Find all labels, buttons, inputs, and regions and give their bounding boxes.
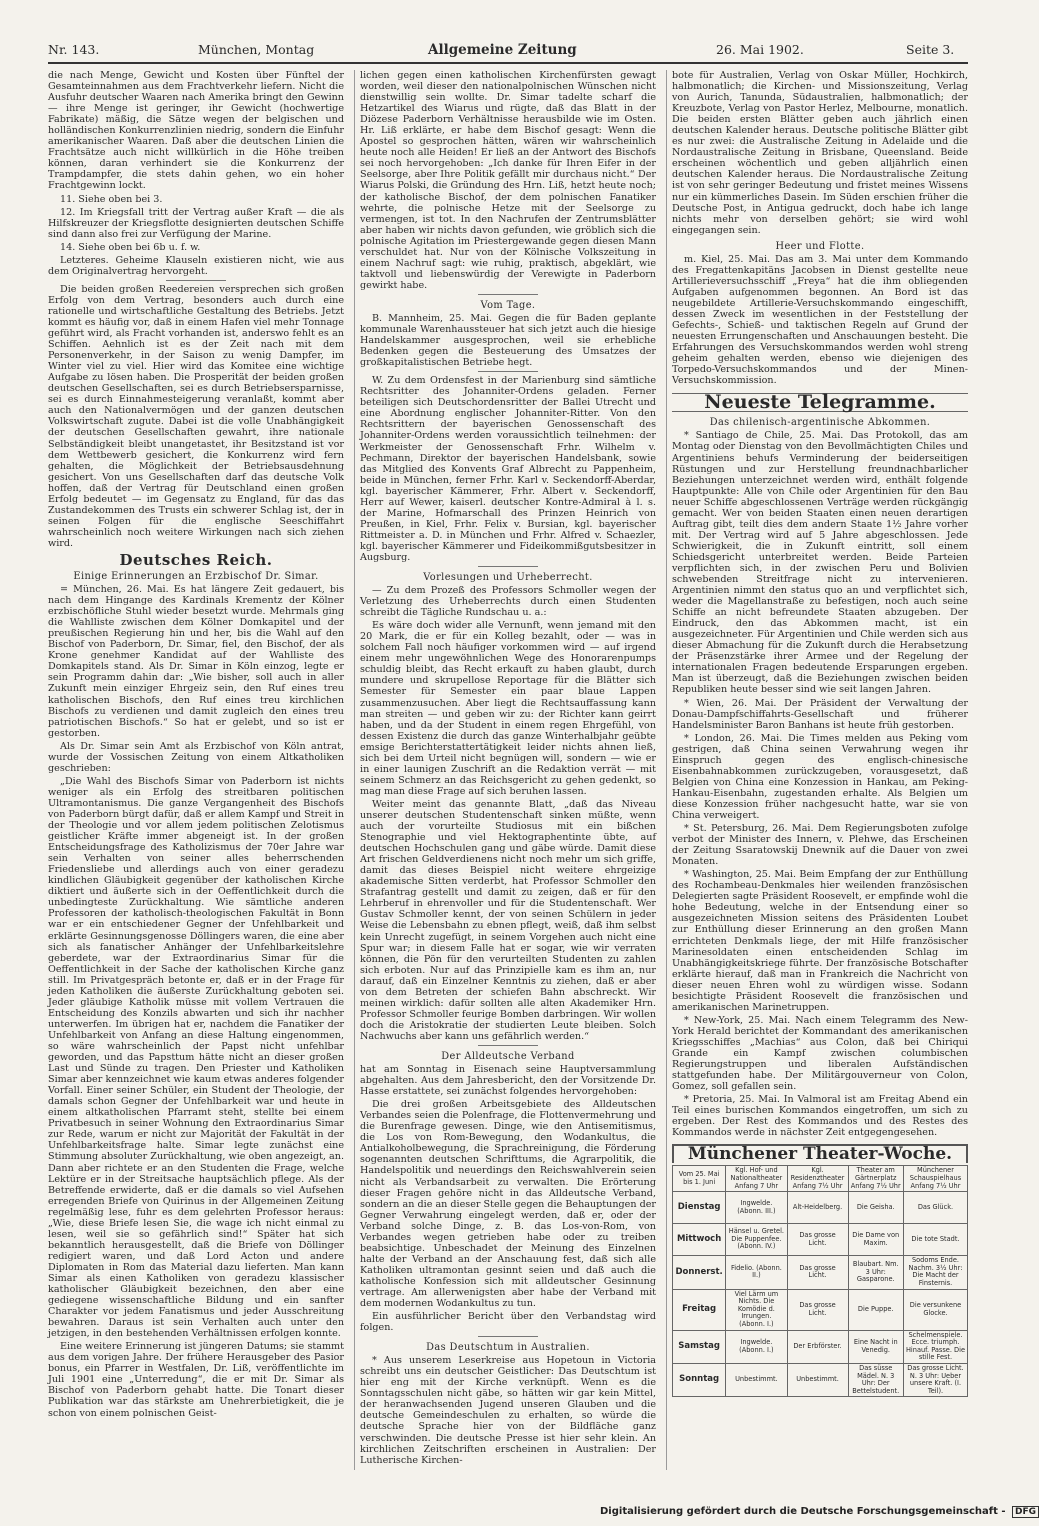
article-paragraph: * Wien, 26. Mai. Der Präsident der Verwaltung der Donau-Dampfschiffahrts-Gesellschaft und früherer Handelsminister Baron Banhans ist heute früh gestorben. — [672, 697, 968, 731]
article-paragraph: * London, 26. Mai. Die Times melden aus Peking vom gestrigen, daß China seinen Verwahrung wegen ihr Einspruch gegen des englisch-chinesische Eisenbahnabkommen zurückzugeben, vorausgesetzt, daß Belgien von China eine Konzession in Hankau, am Peking-Hankau-Eisenbahn, zugestanden erhalte. Als Belgien um diese Konzession früher nachgesucht hatte, war sie von China verweigert. — [672, 732, 968, 821]
dfg-logo: DFG — [1012, 1506, 1039, 1518]
column-3 — [672, 70, 968, 1470]
table-cell-day: Samstag — [673, 1330, 726, 1363]
column-2 — [360, 70, 656, 1470]
digitization-footer — [600, 1506, 1039, 1518]
place-day: München, Montag — [198, 42, 315, 57]
table-cell: Die tote Stadt. — [903, 1224, 967, 1256]
article-paragraph: * Pretoria, 25. Mai. In Valmoral ist am Freitag Abend ein Teil eines burischen Kommandos eingetroffen, um sich zu ergeben. Der Rest des Kommandos und des Restes des Kommandos werde in nächster Zeit entgegengesehen. — [672, 1094, 968, 1139]
column-rule — [354, 70, 355, 1470]
article-paragraph: * Washington, 25. Mai. Beim Empfang der zur Enthüllung des Rochambeau-Denkmales hier weilenden französischen Delegierten sagte Präsident Roosevelt, er empfinde wohl die hohe Bedeutung, welche in der Entsendung einer so ausgezeichneten Mission seitens des Präsidenten Loubet zur Enthüllung dieser Erinnerung an den großen Mann errichteten Denkmals liege, der mit Hilfe französischer Marinesoldaten einen entscheidenden Schlag im Unabhängigkeitskriege führte. Der französische Botschafter erklärte hierauf, daß man in Frankreich die Nachricht von dieser neuen Ehren wohl zu würdigen wisse. Sodann besichtigte Präsident Roosevelt die französischen und amerikanischen Marinetruppen. — [672, 869, 968, 1013]
footer-text: Digitalisierung gefördert durch die Deutsche Forschungsgemeinschaft - — [600, 1506, 1006, 1517]
table-row — [673, 1256, 968, 1289]
divider — [478, 371, 538, 372]
table-row — [673, 1224, 968, 1256]
column-rule — [666, 70, 667, 1470]
table-cell: Unbestimmt. — [726, 1363, 787, 1396]
theater-week-title: Münchener Theater-Woche. — [672, 1144, 968, 1163]
paper-title: Allgemeine Zeitung — [428, 42, 577, 58]
table-cell: Viel Lärm um Nichts. Die Komödie d. Irrungen. (Abonn. I.) — [726, 1289, 787, 1330]
table-cell: Das grosse Licht. N. 3 Uhr: Ueber unsere Kraft. (I. Teil). — [903, 1363, 967, 1396]
table-cell: Die Dame von Maxim. — [848, 1224, 903, 1256]
table-cell: Die versunkene Glocke. — [903, 1289, 967, 1330]
section-heading: Deutsches Reich. — [119, 550, 273, 569]
article-paragraph: m. Kiel, 25. Mai. Das am 3. Mai unter dem Kommando des Fregattenkapitäns Jacobsen in Dienst gestellte neue Artillerieversuchsschiff „Freya“ hat die ihm obliegenden Aufgaben aufgenommen begonnen. An Bord ist das neugebildete Artillerie-Versuchskommando eingeschifft, dessen Zweck im wesentlichen in der Feststellung der Gefechts-, Schieß- und taktischen Regeln auf Grund der neuesten Errungenschaften und Anschauungen besteht. Die Erfahrungen des Versuchskommandos werden wohl streng geheim gehalten werden, ebenso wie diejenigen des Torpedo-Versuchskommandos und der Minen-Versuchskommission. — [672, 253, 968, 387]
table-cell-day: Donnerst. — [673, 1256, 726, 1289]
table-cell: Hänsel u. Gretel. Die Puppenfee. (Abonn. IV.) — [726, 1224, 787, 1256]
page-number: Seite 3. — [906, 42, 955, 57]
table-cell: Fidelio. (Abonn. II.) — [726, 1256, 787, 1289]
article-paragraph: * Aus unserem Leserkreise aus Hopetoun in Victoria schreibt uns ein deutscher Geistlicher: Das Deutschtum ist hier eng mit der Kirche verknüpft. Wenn es die Sonntagsschulen nicht gäbe, so hätten wir gar kein Mittel, der heranwachsenden Jugend unseren Glauben und die deutsche Gemeindeschulen zu erhalten, so würde die deutsche Sprache hier von der Bildfläche ganz verschwinden. Die deutsche Presse ist hier sehr klein. An kirchlichen Zeitschriften erscheinen in Australien: Der Lutherische Kirchen- — [360, 1355, 656, 1466]
table-cell: Schelmenspiele. Ecce. triumph. Hinauf. Passe. Die stille Fest. — [903, 1330, 967, 1363]
article-paragraph: W. Zu dem Ordensfest in der Marienburg sind sämtliche Rechtsritter des Johanniter-Ordens geladen. Ferner beteiligen sich Deutschordensritter der Ballei Utrecht und eine Abordnung englischer Johanniter-Ritter. Von den Rechtsrittern der bayerischen Genossenschaft des Johanniter-Ordens werden voraussichtlich teilnehmen: der Werkmeister der Genossenschaft Frhr. Wilhelm v. Pechmann, Direktor der bayerischen Handelsbank, sowie das Mitglied des Konvents Graf Albrecht zu Pappenheim, beide in München, ferner Frhr. Karl v. Seckendorff-Aberdar, kgl. bayerischer Kämmerer, Frhr. Albert v. Seckendorff, Herr auf Wewer, kaiserl. deutscher Kontre-Admiral à l. s. der Marine, Hofmarschall des Prinzen Heinrich von Preußen, in Kiel, Frhr. Felix v. Bursian, kgl. bayerischer Rittmeister a. D. in München und Frhr. Alfred v. Schaezler, kgl. bayerischer Kämmerer und Fideikommißgutsbesitzer in Augsburg. — [360, 375, 656, 563]
article-paragraph: die nach Menge, Gewicht und Kosten über Fünftel der Gesamteinnahmen aus dem Frachtverkehr liefern. Nicht die Ausfuhr deutscher Waaren nach Amerika bringt den Gewinn — ihre Menge ist geringer, ihr Gewicht (hochwertige Fabrikate) mäßig, die Sätze wegen der belgischen und holländischen Konkurrenzlinien niedrig, sondern die Einfuhr amerikanischer Waaren. Daß aber die deutschen Linien die Frachtsätze auch nicht willkürlich in die Höhe treiben können, daran verhindert sie die Konkurrenz der Trampdampfer, die stets dahin gehen, wo ein hoher Frachtgewinn lockt. — [48, 70, 344, 192]
table-cell-day: Mittwoch — [673, 1224, 726, 1256]
table-cell: Das grosse Licht. — [787, 1256, 848, 1289]
table-cell: Das Glück. — [903, 1192, 967, 1224]
table-cell: Eine Nacht in Venedig. — [848, 1330, 903, 1363]
article-paragraph: * St. Petersburg, 26. Mai. Dem Regierungsboten zufolge verbot der Minister des Innern, v. Plehwe, das Erscheinen der Zeitung Ssaratowskij Dnewnik auf die Dauer von zwei Monaten. — [672, 823, 968, 868]
article-paragraph: * Santiago de Chile, 25. Mai. Das Protokoll, das am Montag oder Dienstag von den Bevollmächtigten Chiles und Argentiniens behufs Verminderung der beiderseitigen Rüstungen und zur Herstellung freundnachbarlicher Beziehungen unterzeichnet werden wird, enthält folgende Hauptpunkte: Alle von Chile oder Argentinien für den Bau neuer Schiffe abgeschlossenen Verträge werden rückgängig gemacht. Wer von beiden Staaten einen neuen derartigen Auftrag gibt, teilt dies dem andern Staate 1½ Jahre vorher mit. Der Vertrag wird auf 5 Jahre abgeschlossen. Jede Schwierigkeit, die in Zukunft eintritt, soll einem Schiedsgericht unterbreitet werden. Beide Parteien verpflichten sich, in der zwischen Peru und Bolivien schwebenden Streitfrage nicht zu intervenieren. Argentinien nimmt den status quo an und verpflichtet sich, weder die Magellanstraße zu befestigen, noch auch seine Schiffe an nicht befreundete Staaten abzugeben. Der Eindruck, den das Abkommen macht, ist ein ausgezeichneter. Für Argentinien und Chile werden sich aus dieser Abmachung für die Zukunft durch die Herabsetzung der Präsenzstärke ihrer Armee und der Regelung der internationalen Fragen bedeutende Ersparungen ergeben. Man ist überzeugt, daß die Beziehungen zwischen beiden Republiken heute besser sind wie seit langen Jahren. — [672, 430, 968, 696]
table-header-row — [673, 1166, 968, 1192]
article-paragraph: — Zu dem Prozeß des Professors Schmoller wegen der Verletzung des Urheberrechts durch einen Studenten schreibt die Tägliche Rundschau u. a.: — [360, 585, 656, 619]
article-paragraph: Als Dr. Simar sein Amt als Erzbischof von Köln antrat, wurde der Vossischen Zeitung von einem Altkatholiken geschrieben: — [48, 740, 344, 774]
article-paragraph: Die drei großen Arbeitsgebiete des Alldeutschen Verbandes seien die Polenfrage, die Flottenvermehrung und die Burenfrage gewesen. Dinge, wie den Antisemitismus, die Los von Rom-Bewegung, den Wodankultus, die Antialkoholbewegung, die Sprachreinigung, die Förderung sogenannten deutschen Schrifttums, die Agrarpolitik, die Handelspolitik und neuerdings den Reichswahlverein seien nicht als Verbandsarbeit zu verwalten. Die Erörterung dieser Fragen gehöre nicht in das Alldeutsche Verband, sondern an die an dieser Stelle gegen die Behauptungen der Gegner Verwahrung eingelegt werden, daß er, oder der Verband solche Dinge, z. B. das Los-von-Rom, von Verbandes wegen getrieben habe oder zu treiben beabsichtige. Unbeschadet der Meinung des Einzelnen halte der Verband an der Anschauung fest, daß sich alle Katholiken ultramontan gesinnt seien und daß auch die katholische Konfession sich mit alldeutscher Gesinnung vertrage. Am allerwenigsten aber habe der Verband mit dem modernen Wodankultus zu tun. — [360, 1099, 656, 1310]
table-cell: Sodoms Ende. Nachm. 3½ Uhr: Die Macht der Finsternis. — [903, 1256, 967, 1289]
table-cell-day: Sonntag — [673, 1363, 726, 1396]
article-heading: Vorlesungen und Urheberrecht. — [423, 572, 593, 584]
article-paragraph: hat am Sonntag in Eisenach seine Hauptversammlung abgehalten. Aus dem Jahresbericht, den der Vorsitzende Dr. Hasse erstattete, sei zunächst folgendes hervorgehoben: — [360, 1064, 656, 1098]
article-heading: Das Deutschtum in Australien. — [426, 1342, 590, 1354]
divider — [478, 566, 538, 567]
article-paragraph: bote für Australien, Verlag von Oskar Müller, Hochkirch, halbmonatlich; die Kirchen- und Missionszeitung, Verlag von Aurich, Tanunda, Südaustralien, halbmonatlich; der Kreuzbote, Verlag von Pastor Herlez, Melbourne, monatlich. Die beiden ersten Blätter geben auch jährlich einen deutschen Kalender heraus. Deutsche politische Blätter gibt es nur zwei: die Australische Zeitung in Adelaide und die Nordaustralische Zeitung in Brisbane, Queensland. Beide erscheinen wöchentlich und geben alljährlich einen deutschen Kalender heraus. Die Nordaustralische Zeitung ist von sehr geringer Bedeutung und fristet meines Wissens nur ein kümmerliches Dasein. Im Süden erschien früher die Deutsche Post, in Antigua gedruckt, doch habe ich lange nichts mehr von derselben gehört; sie wird wohl eingegangen sein. — [672, 70, 968, 236]
table-row — [673, 1363, 968, 1396]
table-header: Kgl. Residenztheater Anfang 7½ Uhr — [787, 1166, 848, 1192]
table-cell: Der Erbförster. — [787, 1330, 848, 1363]
newspaper-page — [48, 40, 968, 1500]
divider — [478, 1045, 538, 1046]
article-paragraph: Letzteres. Geheime Klauseln existieren nicht, wie aus dem Originalvertrag hervorgeht. — [48, 254, 344, 277]
table-row — [673, 1192, 968, 1224]
article-paragraph: Die beiden großen Reedereien versprechen sich großen Erfolg von dem Vertrag, besonders auch durch eine rationelle und wirtschaftliche Gestaltung des Betriebs. Jetzt kommt es häufig vor, daß in einem Hafen viel mehr Tonnage geführt wird, als Fracht vorhanden ist, anderswo fehlt es an Schiffen. Aehnlich ist es der Zeit nach mit dem Personenverkehr, in der Saison zu wenig Dampfer, im Winter viel zu viel. Hier wird das Komitee eine wichtige Aufgabe zu lösen haben. Die Prosperität der beiden großen deutschen Gesellschaften, sei es durch Betriebsersparnisse, sei es durch Einnahmesteigerung veranlaßt, kommt aber auch den Nationalvermögen und der ganzen deutschen Volkswirtschaft zugute. Dabei ist die volle Unabhängigkeit der deutschen Gesellschaften gewahrt, ihre nationale Selbständigkeit bleibt unangetastet, ihr Besitzstand ist vor dem Wettbewerb gesichert, die Konkurrenz wird fern gehalten, die Möglichkeit der Betriebsausdehnung gesichert. Von uns Gesellschaften darf das deutsche Volk hoffen, daß der Vertrag für Deutschland einen großen Erfolg bedeutet — im Gegensatz zu England, für das das Zustandekommen des Trusts ein schwerer Schlag ist, der in seinen Folgen für die englische Seeschiffahrt wahrscheinlich noch weitere Wirkungen nach sich ziehen wird. — [48, 283, 344, 549]
table-cell: Das grosse Licht. — [787, 1224, 848, 1256]
table-row — [673, 1330, 968, 1363]
article-paragraph: Es wäre doch wider alle Vernunft, wenn jemand mit den 20 Mark, die er für ein Kolleg bezahlt, oder — was in solchem Fall noch häufiger vorkommen wird — auf irgend einem mehr ungewöhnlichen Wege des Honorarenpumps schuldig bleibt, das Recht erkauft zu haben glaubt, durch mundere und skrupellose Reportage für die Blätter sich Semester für Semester ein paar blaue Lappen zusammenzusuchen. Aber liegt die Rechtsauffassung kann man streiten — und geben wir zu: der Richter kann geirrt haben, und da der Student in einem regen Ehrgefühl, von dessen Existenz die durch das ganze Winterhalbjahr geübte emsige Berichterstattertätigkeit leider nichts ahnen ließ, sich bei dem Urteil nicht begnügen will, sondern — wie er in einer launigen Zuschrift an die Redaktion verrät — mit seinem Schmerz an das Reichsgericht zu gehen gedenkt, so mag man diese Frage auf sich beruhen lassen. — [360, 620, 656, 797]
article-heading: Vom Tage. — [480, 299, 536, 311]
article-paragraph: B. Mannheim, 25. Mai. Gegen die für Baden geplante kommunale Warenhaussteuer hat sich jetzt auch die hiesige Handelskammer ausgesprochen, weil sie erhebliche Bedenken gegen die Besteuerung des Umsatzes der großkapitalistischen Betriebe hegt. — [360, 312, 656, 369]
table-cell: Ingwelde. (Abonn. I.) — [726, 1330, 787, 1363]
divider — [478, 1336, 538, 1337]
article-paragraph: Eine weitere Erinnerung ist jüngeren Datums; sie stammt aus dem vorigen Jahre. Der frühere Herausgeber des Pasior bonus, ein Pfarrer in Westfalen, Dr. Liß, veröffentlichte im Juli 1901 eine „Unterredung“, die er mit Dr. Simar als Bischof von Paderborn gehabt hatte. Die Tonart dieser Publikation war das stärkste am Unehrerbietigkeit, die je schon von einem polnischen Geist- — [48, 1341, 344, 1419]
table-header: Münchener Schauspielhaus Anfang 7½ Uhr — [903, 1166, 967, 1192]
article-paragraph: * New-York, 25. Mai. Nach einem Telegramm des New-York Herald berichtet der Kommandant des amerikanischen Kriegsschiffes „Machias“ aus Colon, daß bei Chiriqui Grande ein Kampf zwischen columbischen Regierungstruppen und liberalen Aufständischen stattgefunden habe. Der Militärgouverneur von Colon, Gomez, soll gefallen sein. — [672, 1014, 968, 1093]
article-paragraph: 14. Siehe oben bei 6b u. f. w. — [60, 241, 201, 253]
article-heading: Das chilenisch-argentinische Abkommen. — [709, 417, 931, 429]
table-header: Vom 25. Mai bis 1. Juni — [673, 1166, 726, 1192]
article-heading: Einige Erinnerungen an Erzbischof Dr. Simar. — [73, 571, 319, 583]
section-heading: Neueste Telegramme. — [672, 393, 968, 412]
table-cell-day: Freitag — [673, 1289, 726, 1330]
table-header: Theater am Gärtnerplatz Anfang 7½ Uhr — [848, 1166, 903, 1192]
article-paragraph: = München, 26. Mai. Es hat längere Zeit gedauert, bis nach dem Hingange des Kardinals Krementz der Kölner erzbischöfliche Stuhl wieder besetzt wurde. Mehrmals ging die Wahlliste zwischen dem Kölner Domkapitel und der preußischen Regierung hin und her, bis die Wahl auf den Bischof von Paderborn, Dr. Simar, fiel, den Bischof, der als Krone genehmer Kandidat auf der Wahlliste des Domkapitels stand. Als Dr. Simar in Köln einzog, legte er sein Programm dahin dar: „Wie bisher, soll auch in aller Zukunft mein einziger Ehrgeiz sein, den Ruf eines treu katholischen Bischofs, den Ruf eines treu kirchlichen Bischofs zu verdienen und damit zugleich den eines treu patriotischen Bischofs.“ So hat er gelebt, und so ist er gestorben. — [48, 584, 344, 739]
table-cell: Unbestimmt. — [787, 1363, 848, 1396]
article-paragraph: 11. Siehe oben bei 3. — [60, 193, 163, 205]
table-cell: Blaubart. Nm. 3 Uhr: Gasparone. — [848, 1256, 903, 1289]
table-header: Kgl. Hof- und Nationaltheater Anfang 7 Uhr — [726, 1166, 787, 1192]
divider — [478, 294, 538, 295]
table-cell: Alt-Heidelberg. — [787, 1192, 848, 1224]
divider — [166, 280, 226, 281]
issue-date: 26. Mai 1902. — [716, 42, 804, 57]
article-paragraph: Ein ausführlicher Bericht über den Verbandstag wird folgen. — [360, 1311, 656, 1334]
column-1 — [48, 70, 344, 1470]
article-paragraph: Weiter meint das genannte Blatt, „daß das Niveau unserer deutschen Studentenschaft sinken müßte, wenn auch der vorurteilte Studiosus mit ein bißchen Stenographie und viel Hektographentinte übte, auf deutschen Hochschulen gang und gäbe würde. Damit diese Art frischen Geldverdienens nicht noch mehr um sich griffe, damit das dieses Beispiel nicht weitere ehrgeizige akademische Sitten verderbt, hat Professor Schmoller den Strafantrag gestellt und damit zu zeigen, daß er für den Lehrberuf in ehrenvoller und für die Studentenschaft. Wer Gustav Schmoller kennt, der von seinen Schülern in jeder Weise die Lebensbahn zu ebnen pflegt, weiß, daß ihm selbst kein Unrecht zugefügt, in seinem Vorgehen auch nicht eine Spur war; in diesem Falle hat er sogar, wie wir verraten können, die Pön für den verurteilten Studenten zu zahlen sich erboten. Nur auf das Prinzipielle kam es ihm an, nur darauf, daß ein Einzelner Kenntnis zu ziehen, daß er aber von dem Betreten der schiefen Bahn abschreckt. Wir meinen wirklich: dafür sollten alle alten Akademiker Hrn. Professor Schmoller feurige Bomben darbringen. Wir wollen doch die Aristokratie der studierten Leute bleiben. Solch Nachwuchs aber kann uns gefährlich werden.“ — [360, 798, 656, 1042]
article-paragraph: 12. Im Kriegsfall tritt der Vertrag außer Kraft — die als Hilfskreuzer der Kriegsflotte designierten deutschen Schiffe sind dann also frei zur Verfügung der Marine. — [48, 206, 344, 240]
table-cell: Das grosse Licht. — [787, 1289, 848, 1330]
article-paragraph: „Die Wahl des Bischofs Simar von Paderborn ist nichts weniger als ein Erfolg des streitbaren politischen Ultramontanismus. Die ganze Vergangenheit des Bischofs von Paderborn bürgt dafür, daß er allem Kampf und Streit in der Theologie und vor allem jedem politischen Zelotismus geistlicher Kräfte immer abgeneigt ist. In der großen Entscheidungsfrage des Katholizismus der 70er Jahre war sein Verhalten von seiner alles beherrschenden Friedensliebe und allerdings auch von einer geradezu kindlichen Gläubigkeit gegenüber der katholischen Kirche diktiert und äußerte sich in der Oeffentlichkeit durch die unbedingteste Zurückhaltung. Wie sämtliche anderen Professoren der katholisch-theologischen Fakultät in Bonn war er ein entschiedener Gegner der Unfehlbarkeit und erklärte Gesinnungsgenosse Döllingers waren, die eine aber sich als fanatischer Anhänger der Unfehlbarkeitslehre geberdete, war der Extraordinarius Simar für die Oeffentlichkeit in der Sache der katholischen Kirche ganz still. Im Privatgespräch betonte er, daß er in der Frage für jeden Katholiken die äußerste Zurückhaltung geboten sei. Jeder gläubige Katholik müsse mit vollem Vertrauen die Entscheidung des Konzils abwarten und sich ihr nachher unterwerfen. Im übrigen hat er, nachdem die Fanatiker der Unfehlbarkeit von Anfang an diese Haltung eingenommen, so wäre wahrscheinlich der Papst nicht unfehlbar geworden, und das Papsttum hätte nicht an dieser großen Last und Sünde zu tragen. Den Priester und Katholiken Simar aber kennzeichnet wie kaum etwas anderes folgender Vorfall. Einer seiner Schüler, ein Student der Theologie, der damals schon Gegner der Unfehlbarkeit war und heute in einem altkatholischen Pfarramt steht, stellte bei einem Privatbesuch in seiner Wohnung den Extraordinarius Simar zur Rede, warum er nicht zur Majorität der Fakultät in der Unfehlbarkeitsfrage halte. Simar legte zunächst eine Stimmung absoluter Zurückhaltung, wie oben angezeigt, an. Dann aber richtete er an den Studenten die Frage, welche Lektüre er in der Streitsache hauptsächlich pflege. Als der Betreffende erwiderte, daß er die damals so viel Aufsehen erregenden Briefe von Quirinus in der Allgemeinen Zeitung regelmäßig lese, fuhr es dem gelehrten Professor heraus: „Wie, diese Briefe lesen Sie, die wage ich nicht einmal zu lesen, weil sie so gefährlich sind!“ Später hat sich bekanntlich herausgestellt, daß die Briefe von Döllinger redigiert waren, und daß Lord Acton und andere Diplomaten in Rom das Material dazu lieferten. Man kann Simar als einen Katholiken von geradezu klassischer katholischer Gläubigkeit bezeichnen, den aber eine gediegene wissenschaftliche Bildung und ein sanfter Charakter vor jedem Fanatismus und jeder Ausschreitung bewahren. Daraus ist sein Verhalten auch unter den jetzigen, in den bestehenden Verhältnissen erfolgen konnte. — [48, 775, 344, 1340]
article-heading: Heer und Flotte. — [775, 240, 865, 252]
issue-number: Nr. 143. — [48, 42, 100, 57]
theater-week-table — [672, 1165, 968, 1397]
table-cell: Die Geisha. — [848, 1192, 903, 1224]
columns — [48, 70, 968, 1470]
article-heading: Der Alldeutsche Verband — [441, 1050, 575, 1062]
masthead — [48, 40, 968, 64]
article-paragraph: lichen gegen einen katholischen Kirchenfürsten gewagt worden, weil dieser den nationalpolnischen Wünschen nicht dienstwillig sein wollte. Dr. Simar tadelte scharf die Hetzartikel des Wiarus und rügte, daß das Blatt in der Diözese Paderborn Verhältnisse herausbilde wie im Osten. Hr. Liß erklärte, er habe dem Bischof gesagt: Wenn die Apostel so gesprochen hätten, wären wir wahrscheinlich heute noch alle Heiden! Er ließ an der Antwort des Bischofs sei noch hervorgehoben: „Ich danke für Ihren Eifer in der Seelsorge, aber Ihre Politik gefällt mir durchaus nicht.“ Der Wiarus Polski, die Gründung des Hrn. Liß, hetzt heute noch; der katholische Bischof, der dem polnischen Fanatiker wehrte, die polnische Hetze mit der Seelsorge zu vermengen, ist tot. In den Nachrufen der Zentrumsblätter aber haben wir nichts davon gefunden, wie gröblich sich die polnische Agitation im Priestergewande gegen diesen Mann verschuldet hat. Nur von der Kölnische Volkszeitung in einem Nachruf sagt: wie ruhig, praktisch, abgeklärt, wie taktvoll und liebenswürdig der Verewigte in Paderborn gewirkt habe. — [360, 70, 656, 291]
table-cell-day: Dienstag — [673, 1192, 726, 1224]
table-row — [673, 1289, 968, 1330]
table-cell: Das süsse Mädel. N. 3 Uhr: Der Bettelstudent. — [848, 1363, 903, 1396]
table-cell: Die Puppe. — [848, 1289, 903, 1330]
table-cell: Ingwelde. (Abonn. III.) — [726, 1192, 787, 1224]
